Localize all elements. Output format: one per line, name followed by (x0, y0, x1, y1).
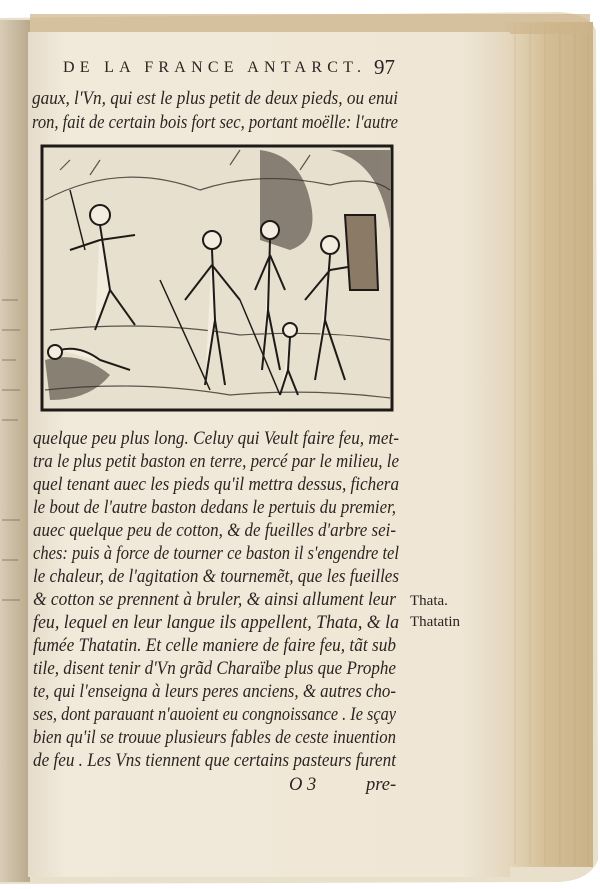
woodcut-illustration (42, 146, 392, 410)
left-page (0, 20, 30, 882)
text-line: feu, lequel en leur langue ils appellent, Thata, & la (33, 613, 399, 633)
text-line: ron, fait de certain bois fort sec, portant moëlle: l'autre (32, 113, 398, 133)
text-line: gaux, l'Vn, qui est le plus petit de deux pieds, ou enui (32, 89, 398, 109)
margin-note: Thata. (410, 593, 448, 609)
text-line: tra le plus petit baston en terre, percé par le milieu, le (33, 452, 399, 472)
margin-note: Thatatin (410, 614, 460, 630)
text-line: bien qu'il se trouue plusieurs fables de ceste inuention (33, 728, 396, 748)
text-line: quelque peu plus long. Celuy qui Veult faire feu, met- (33, 429, 399, 449)
text-line: auec quelque peu de cotton, & de fueilles d'arbre sei- (33, 521, 396, 541)
text-line: fumée Thatatin. Et celle maniere de faire feu, tãt sub (33, 636, 396, 656)
running-head: DE LA FRANCE ANTARCT. (63, 59, 361, 76)
text-line: ches: puis à force de tourner ce baston il s'engendre tel (33, 544, 399, 564)
top-edge (30, 14, 590, 34)
text-line: le bout de l'autre baston dedans le pertuis du premier, (33, 498, 396, 518)
catchword: pre- (366, 775, 397, 795)
text-line: & cotton se prennent à bruler, & ainsi allument leur (33, 590, 397, 610)
text-line: te, qui l'enseigna à leurs peres anciens, & autres cho- (33, 682, 396, 702)
text-line: le chaleur, de l'agitation & tournemẽt, que les fueilles (33, 567, 399, 587)
text-line: quel tenant auec les pieds qu'il mettra dessus, fichera (33, 475, 399, 495)
page-edges (505, 22, 593, 867)
text-line: ses, dont parauant n'auoient eu congnoissance . Ie sçay (33, 705, 397, 725)
page-number: 97 (374, 55, 395, 79)
signature-mark: O 3 (289, 775, 317, 795)
text-line: tile, disent tenir d'Vn grãd Charaïbe plus que Prophe (33, 659, 396, 679)
text-line: de feu . Les Vns tiennent que certains pasteurs furent (33, 751, 397, 771)
